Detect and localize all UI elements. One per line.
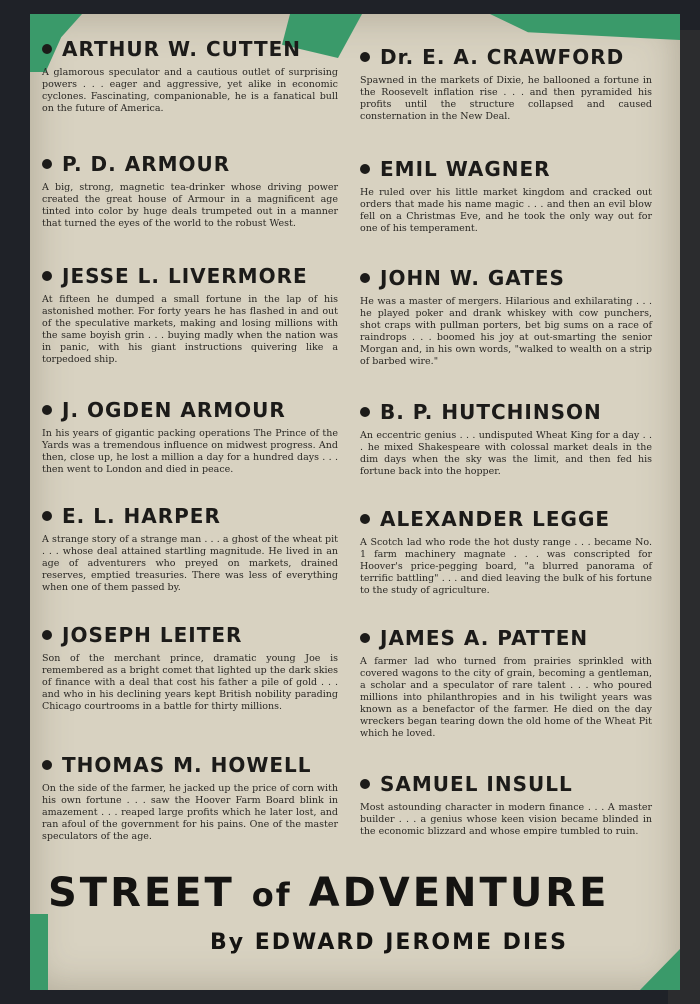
entry-name: THOMAS M. HOWELL bbox=[42, 753, 338, 777]
entry-name: SAMUEL INSULL bbox=[360, 772, 652, 796]
bullet-dot bbox=[360, 52, 370, 62]
entry-name: JESSE L. LIVERMORE bbox=[42, 264, 338, 288]
entry-alexander-legge bbox=[360, 507, 652, 597]
entry-emil-wagner bbox=[360, 157, 652, 235]
entry-thomas-howell bbox=[42, 753, 338, 843]
entry-description: An eccentric genius . . . undisputed Wheat King for a day . . . he mixed Shakespeare with colossal market deals in the dim days when the sky was the limit, and then fed his fortune back into the hopper. bbox=[360, 430, 652, 477]
bullet-dot bbox=[360, 273, 370, 283]
bullet-dot bbox=[42, 630, 52, 640]
entry-name: P. D. ARMOUR bbox=[42, 152, 338, 176]
entry-name: J. OGDEN ARMOUR bbox=[42, 398, 338, 422]
entry-name: ARTHUR W. CUTTEN bbox=[42, 37, 338, 61]
entry-name: JOSEPH LEITER bbox=[42, 623, 338, 647]
entry-joseph-leiter bbox=[42, 623, 338, 713]
bullet-dot bbox=[42, 44, 52, 54]
bullet-dot bbox=[42, 405, 52, 415]
entry-description: Spawned in the markets of Dixie, he ballooned a fortune in the Roosevelt inflation rise . . . and then pyramided his profits until the structure collapsed and caused consternation in the New Deal. bbox=[360, 75, 652, 122]
entry-j-ogden-armour bbox=[42, 398, 338, 476]
entry-pd-armour bbox=[42, 152, 338, 230]
green-tape-scrap bbox=[490, 14, 680, 40]
bullet-dot bbox=[42, 760, 52, 770]
green-tape-scrap bbox=[30, 914, 48, 990]
bullet-dot bbox=[42, 159, 52, 169]
entry-bp-hutchinson bbox=[360, 400, 652, 478]
entry-description: Most astounding character in modern finance . . . A master builder . . . a genius whose keen vision became blinded in the economic blizzard and whose empire tumbled to ruin. bbox=[360, 802, 652, 837]
entry-el-harper bbox=[42, 504, 338, 594]
entry-description: At fifteen he dumped a small fortune in the lap of his astonished mother. For forty years he has flashed in and out of the speculative markets, making and losing millions with the same boyish grin . . . buying madly when the nation was in panic, with his giant instructions quivering like a torpedoed ship. bbox=[42, 294, 338, 365]
book-author: By EDWARD JEROME DIES bbox=[210, 930, 568, 955]
entry-description: He ruled over his little market kingdom and cracked out orders that made his name magic . . . and then an evil blow fell on a Christmas Eve, and he took the only way out for one of his temperament. bbox=[360, 187, 652, 234]
green-tape-scrap bbox=[640, 949, 680, 990]
bullet-dot bbox=[360, 633, 370, 643]
bullet-dot bbox=[42, 271, 52, 281]
entry-name: Dr. E. A. CRAWFORD bbox=[360, 45, 652, 69]
entry-name: E. L. HARPER bbox=[42, 504, 338, 528]
entry-jesse-livermore bbox=[42, 264, 338, 366]
entry-description: A strange story of a strange man . . . a ghost of the wheat pit . . . whose deal attained startling magnitude. He lived in an age of adventurers who preyed on markets, drained reserves, emptied treasuries. There was less of everything when one of them passed by. bbox=[42, 534, 338, 593]
entry-description: A glamorous speculator and a cautious outlet of surprising powers . . . eager and aggressive, yet alike in economic cyclones. Fascinating, companionable, he is a fanatical bull on the future of America. bbox=[42, 67, 338, 114]
entry-samuel-insull bbox=[360, 772, 652, 838]
bullet-dot bbox=[42, 511, 52, 521]
entry-description: Son of the merchant prince, dramatic young Joe is remembered as a bright comet that lighted up the dark skies of finance with a deal that cost his father a pile of gold . . . and who in his declining years kept British nobility parading Chicago courtrooms in a battle for thirty millions. bbox=[42, 653, 338, 712]
entry-description: A big, strong, magnetic tea-drinker whose driving power created the great house of Armour in a magnificent age tinted into color by huge deals trumpeted out in a manner that turned the eyes of the world to the robust West. bbox=[42, 182, 338, 229]
entry-name: EMIL WAGNER bbox=[360, 157, 652, 181]
bullet-dot bbox=[360, 164, 370, 174]
book-title: STREET of ADVENTURE bbox=[48, 870, 610, 916]
bullet-dot bbox=[360, 779, 370, 789]
entry-description: In his years of gigantic packing operations The Prince of the Yards was a tremendous influence on midwest progress. And then, close up, he lost a million a day for a hundred days . . . then went to London and died in peace. bbox=[42, 428, 338, 475]
bullet-dot bbox=[360, 407, 370, 417]
entry-john-gates bbox=[360, 266, 652, 368]
entry-name: B. P. HUTCHINSON bbox=[360, 400, 652, 424]
entry-description: A farmer lad who turned from prairies sprinkled with covered wagons to the city of grain, becoming a gentleman, a scholar and a speculator of rare talent . . . who poured millions into philanthropies and in his twilight years was known as a benefactor of the farmer. He died on the day wreckers began tearing down the old home of the Wheat Pit which he loved. bbox=[360, 656, 652, 739]
entry-arthur-cutten bbox=[42, 37, 338, 115]
entry-description: He was a master of mergers. Hilarious and exhilarating . . . he played poker and drank whiskey with cow punchers, shot craps with pullman porters, bet big sums on a race of raindrops . . . boomed his joy at out-smarting the senior Morgan and, in his own words, "walked to wealth on a strip of barbed wire." bbox=[360, 296, 652, 367]
entry-name: JOHN W. GATES bbox=[360, 266, 652, 290]
entry-name: ALEXANDER LEGGE bbox=[360, 507, 652, 531]
entry-ea-crawford bbox=[360, 45, 652, 123]
entry-description: On the side of the farmer, he jacked up the price of corn with his own fortune . . . saw the Hoover Farm Board blink in amazement . . . reaped large profits which he later lost, and ran afoul of the government for his pains. One of the master speculators of the age. bbox=[42, 783, 338, 842]
entry-james-patten bbox=[360, 626, 652, 740]
entry-name: JAMES A. PATTEN bbox=[360, 626, 652, 650]
bullet-dot bbox=[360, 514, 370, 524]
entry-description: A Scotch lad who rode the hot dusty range . . . became No. 1 farm machinery magnate . . . was conscripted for Hoover's price-pegging board, "a blurred panorama of terrific battling" . . . and died leaving the bulk of his fortune to the study of agriculture. bbox=[360, 537, 652, 596]
